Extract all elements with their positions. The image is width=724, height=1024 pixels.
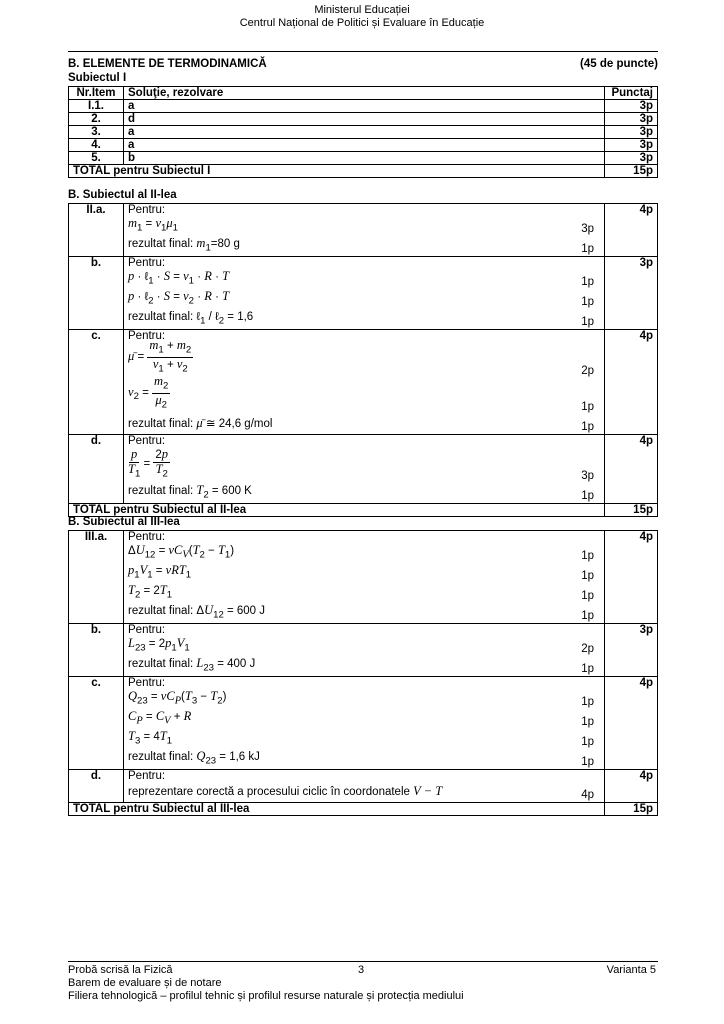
line-points: 1p <box>581 243 594 255</box>
pentru-label: Pentru: <box>128 677 166 689</box>
item-number: b. <box>69 257 124 330</box>
pentru-label: Pentru: <box>128 770 166 782</box>
result-label: rezultat final: <box>128 484 194 497</box>
item-total: 4p <box>605 770 658 803</box>
line-points: 1p <box>581 696 594 708</box>
answer: d <box>124 113 605 126</box>
line-points: 1p <box>581 590 594 602</box>
solution-cell <box>124 435 605 504</box>
answer: a <box>124 126 605 139</box>
points: 3p <box>605 126 658 139</box>
item-number: 3. <box>69 126 124 139</box>
result-line: rezultat final: $L_{23} = 400$ J 1p <box>128 655 594 675</box>
item-number: 5. <box>69 152 124 165</box>
solution-cell <box>124 770 605 803</box>
pentru-label: Pentru: <box>128 330 166 342</box>
solution-cell <box>124 204 605 257</box>
col-item-header: Nr.Item <box>69 87 124 100</box>
ministry-name: Ministerul Educației <box>314 4 410 16</box>
table-row <box>69 435 658 504</box>
total-points: 15p <box>605 504 658 517</box>
description-text: reprezentare corectă a procesului ciclic în coordonatele <box>128 786 410 798</box>
result-value: 600 K <box>221 484 252 497</box>
result-value: 1,6 kJ <box>229 750 260 763</box>
result-value: =80 g <box>210 237 240 250</box>
table-row <box>69 531 658 624</box>
item-number: I.1. <box>69 100 124 113</box>
table-row <box>69 204 658 257</box>
item-number: 2. <box>69 113 124 126</box>
formula-line: $T_2 = 2T_1$ 1p <box>128 582 594 602</box>
section-title: B. ELEMENTE DE TERMODINAMICĂ <box>68 58 267 70</box>
pentru-label: Pentru: <box>128 624 166 636</box>
item-total: 4p <box>605 204 658 257</box>
result-line: rezultat final: ℓ$_1$ / ℓ$_2$ = 1,6 1p <box>128 310 594 328</box>
line-points: 3p <box>581 470 594 482</box>
line-points: 1p <box>581 570 594 582</box>
formula-line: $\frac{p}{T_1}$ = $\frac{2p}{T_2}$ 3p <box>128 446 594 482</box>
formula-line: $T_3 = 4T_1$ 1p <box>128 728 594 748</box>
line-points: 1p <box>581 401 594 413</box>
footer-line2: Barem de evaluare și de notare <box>68 977 222 989</box>
line-points: 2p <box>581 365 594 377</box>
line-points: 1p <box>581 316 594 328</box>
table-header-row <box>69 87 658 100</box>
total-row <box>69 165 658 178</box>
formula-line: $Q_{23} = \nu C_P(T_3 - T_2)$ 1p <box>128 688 594 708</box>
line-points: 1p <box>581 296 594 308</box>
total-points: 15p <box>605 165 658 178</box>
solution-cell <box>124 330 605 435</box>
line-points: 1p <box>581 276 594 288</box>
pentru-label: Pentru: <box>128 204 166 216</box>
page-header <box>0 4 724 29</box>
item-number: d. <box>69 770 124 803</box>
line-points: 1p <box>581 736 594 748</box>
line-points: 1p <box>581 756 594 768</box>
item-number: b. <box>69 624 124 677</box>
line-points: 3p <box>581 223 594 235</box>
item-number: 4. <box>69 139 124 152</box>
coordinates: V − T <box>413 784 443 798</box>
formula-line: $L_{23} = 2p_1V_1$ 2p <box>128 635 594 655</box>
result-value: 600 J <box>236 604 266 617</box>
points: 3p <box>605 113 658 126</box>
result-value: 1,6 <box>237 310 254 323</box>
footer-line1 <box>68 964 658 977</box>
col-solution-header: Soluţie, rezolvare <box>124 87 605 100</box>
formula-line: $C_P = C_V + R$ 1p <box>128 708 594 728</box>
line-points: 1p <box>581 610 594 622</box>
line-points: 2p <box>581 643 594 655</box>
item-total: 4p <box>605 677 658 770</box>
answer: a <box>124 100 605 113</box>
solution-cell <box>124 624 605 677</box>
line-points: 1p <box>581 490 594 502</box>
subject1-title: Subiectul I <box>68 72 127 84</box>
total-label: TOTAL pentru Subiectul I <box>69 165 605 178</box>
table-row <box>69 330 658 435</box>
result-label: rezultat final: <box>128 237 194 250</box>
item-total: 4p <box>605 435 658 504</box>
item-number: II.a. <box>69 204 124 257</box>
total-points: 15p <box>605 803 658 816</box>
total-row <box>69 504 658 517</box>
total-row <box>69 803 658 816</box>
total-label: TOTAL pentru Subiectul al II-lea <box>69 504 605 517</box>
page-number: 3 <box>358 964 365 976</box>
item-total: 3p <box>605 624 658 677</box>
table-row <box>69 113 658 126</box>
subject3-table <box>68 530 658 816</box>
line-points: 1p <box>581 421 594 433</box>
solution-cell <box>124 677 605 770</box>
result-label: rezultat final: <box>128 418 194 430</box>
header-divider <box>68 51 658 52</box>
total-label: TOTAL pentru Subiectul al III-lea <box>69 803 605 816</box>
variant: Varianta 5 <box>606 964 656 976</box>
points: 3p <box>605 100 658 113</box>
subject2-title: B. Subiectul al II-lea <box>68 189 177 201</box>
footer-divider <box>68 961 658 962</box>
solution-cell <box>124 257 605 330</box>
formula-line: μ̄ = $\frac{m_1 + m_2}{\nu_1 + \nu_2}$ 2p <box>128 338 594 377</box>
section-points: (45 de puncte) <box>580 58 658 70</box>
pentru-label: Pentru: <box>128 257 166 269</box>
result-label: rezultat final: <box>128 657 194 670</box>
result-line: rezultat final: $m_1=80$ g 1p <box>128 235 594 255</box>
center-name: Centrul Național de Politici și Evaluare în Educație <box>239 16 485 29</box>
result-line: rezultat final: $\Delta U_{12} = 600$ J 1p <box>128 602 594 622</box>
result-value: 24,6 g/mol <box>218 418 273 430</box>
formula-line: p · ℓ$_1$ · $S = \nu_1 \cdot R \cdot T$ 1p <box>128 268 594 288</box>
subject1-table <box>68 86 658 178</box>
result-line: rezultat final: $Q_{23} = 1,6$ kJ 1p <box>128 748 594 768</box>
result-label: rezultat final: <box>128 604 194 617</box>
result-line: rezultat final: μ̄ ≅ 24,6 g/mol 1p <box>128 416 594 433</box>
table-row <box>69 139 658 152</box>
table-row <box>69 257 658 330</box>
table-row <box>69 100 658 113</box>
solution-cell <box>124 531 605 624</box>
item-number: III.a. <box>69 531 124 624</box>
table-row <box>69 152 658 165</box>
points: 3p <box>605 139 658 152</box>
table-row <box>69 677 658 770</box>
subject3-title: B. Subiectul al III-lea <box>68 516 180 528</box>
formula-line: $p_1V_1 = \nu RT_1$ 1p <box>128 562 594 582</box>
line-points: 1p <box>581 550 594 562</box>
item-total: 3p <box>605 257 658 330</box>
formula-line: $\Delta U_{12} = \nu C_V(T_2 - T_1)$ 1p <box>128 542 594 562</box>
subject2-table <box>68 203 658 517</box>
section-heading <box>68 58 658 70</box>
item-number: c. <box>69 677 124 770</box>
table-row <box>69 624 658 677</box>
formula-line: $m_1 = \nu_1\mu_1$ 3p <box>128 215 594 235</box>
points: 3p <box>605 152 658 165</box>
pentru-label: Pentru: <box>128 435 166 447</box>
line-points: 1p <box>581 663 594 675</box>
footer-exam: Probă scrisă la Fizică <box>68 964 173 976</box>
line-points: 1p <box>581 716 594 728</box>
item-total: 4p <box>605 330 658 435</box>
result-label: rezultat final: <box>128 310 194 323</box>
result-line: rezultat final: $T_2 = 600$ K 1p <box>128 482 594 502</box>
footer-line3: Filiera tehnologică – profilul tehnic și profilul resurse naturale și protecția mediului <box>68 990 464 1002</box>
formula-line: $\nu_2$ = $\frac{m_2}{\mu_2}$ 1p <box>128 374 594 413</box>
result-label: rezultat final: <box>128 750 194 763</box>
formula-line <box>128 782 600 802</box>
result-value: 400 J <box>227 657 256 670</box>
pentru-label: Pentru: <box>128 531 166 543</box>
item-number: c. <box>69 330 124 435</box>
item-number: d. <box>69 435 124 504</box>
table-row <box>69 770 658 803</box>
line-points: 4p <box>581 789 594 801</box>
answer: a <box>124 139 605 152</box>
table-row <box>69 126 658 139</box>
col-points-header: Punctaj <box>605 87 658 100</box>
formula-line: p · ℓ$_2$ · $S = \nu_2 \cdot R \cdot T$ 1p <box>128 288 594 308</box>
answer: b <box>124 152 605 165</box>
item-total: 4p <box>605 531 658 624</box>
